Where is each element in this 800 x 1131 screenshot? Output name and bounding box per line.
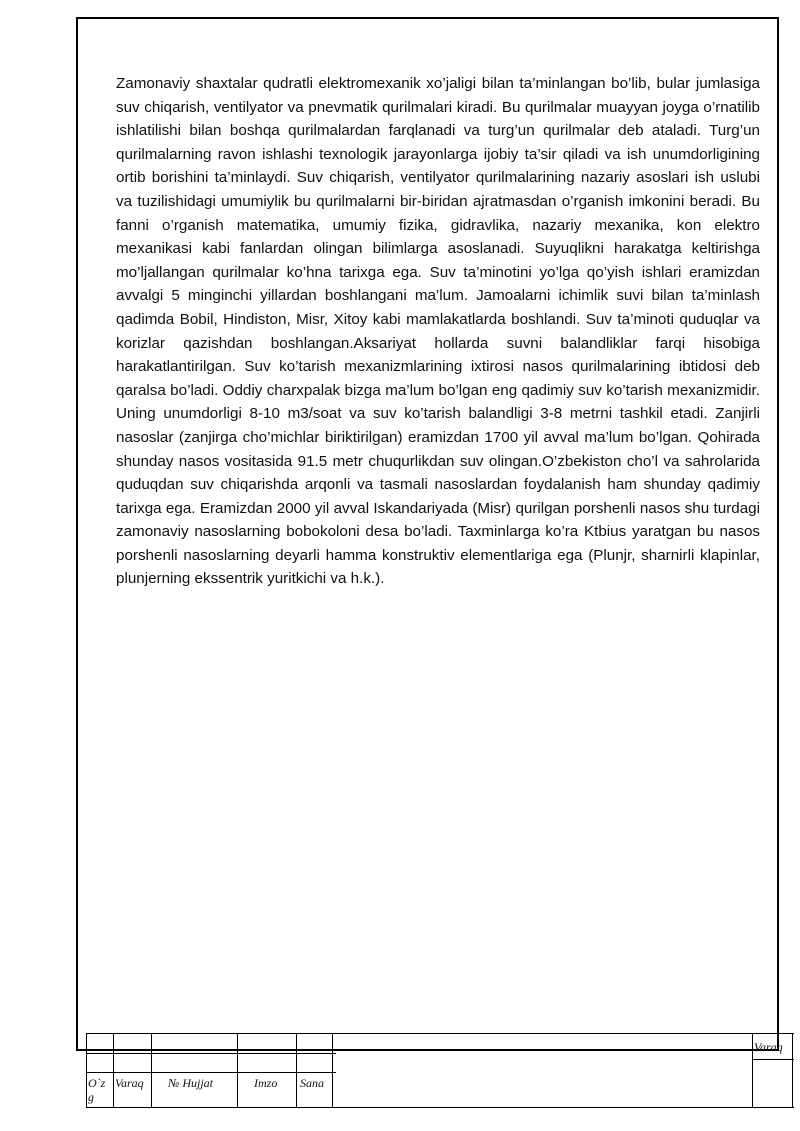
body-paragraph: Zamonaviy shaxtalar qudratli elektromexanik xo’jaligi bilan ta’minlangan bo’lib, bular jumlasiga suv chiqarish, ventilyator va pnevmatik qurilmalari kiradi. Bu qurilmalar muayyan joyga o’rnatilib ishlatilishi bilan boshqa qurilmalardan farqlanadi va turg’un qurilmalar deb ataladi. Turg’un qurilmalarning ravon ishlashi texnologik jarayonlarga ijobiy ta’sir qiladi va ish unumdorligining ortib borishini ta’minlaydi. Suv chiqarish, ventilyator qurilmalarining nazariy asoslari ish uslubi va tuzilishidagi umumiylik bu qurilmalarni bir-biridan ajratmasdan o’rganish imkonini beradi. Bu fanni o’rganish matematika, umumiy fizika, gidravlika, nazariy mexanika, kon elektro mexanikasi kabi fanlardan olingan bilimlarga asoslanadi. Suyuqlikni harakatga keltirishga mo’ljallangan qurilmalar ko’hna tarixga ega. Suv ta’minotini yo’lga qo’yish ishlari eramizdan avvalgi 5 minginchi yillardan boshlangani ma’lum. Jamoalarni ichimlik suvi bilan ta’minlash qadimda Bobil, Hindiston, Misr, Xitoy kabi mamlakatlarda boshlandi. Suv ta’minoti quduqlar va korizlar qazishdan boshlangan.Aksariyat hollarda suvni balandliklar farqi hisobiga harakatlantirilgan. Suv ko’tarish mexanizmlarining ixtirosi nasos qurilmalarining ibtidosi deb qaralsa bo’ladi. Oddiy charxpalak bizga ma’lum bo’lgan eng qadimiy suv ko’tarish mexanizmidir. Uning unumdorligi 8-10 m3/soat va suv ko’tarish balandligi 3-8 metrni tashkil etadi. Zanjirli nasoslar (zanjirga cho’michlar biriktirilgan) eramizdan 1700 yil avval ma’lum bo’lgan. Qohirada shunday nasos vositasida 91.5 metr chuqurlikdan suv olingan.O’zbekiston cho’l va sahrolarida quduqdan suv chiqarishda arqonli va tasmali nasoslardan foydalanish ham shunday qadimiy tarixga ega. Eramizdan 2000 yil avval Iskandariyada (Misr) qurilgan porshenli nasos shu turdagi zamonaviy nasoslarning bobokoloni desa bo’ladi. Taxminlarga ko’ra Ktbius yaratgan bu nasos porshenli nasoslarning deyarli hamma konstruktiv elementlariga ega (Plunjr, sharnirli klapinlar, plunjerning ekssentrik yuritkichi va h.k.). — [116, 75, 760, 588]
col-label-varaq: Varaq — [115, 1076, 144, 1090]
title-block-left-edge — [86, 1033, 87, 1107]
title-block-divider-3 — [237, 1033, 238, 1107]
title-block-sheet-line — [752, 1059, 794, 1060]
title-block-divider-5 — [332, 1033, 333, 1107]
col-label-hujjat: № Hujjat — [168, 1076, 213, 1090]
title-block-mid-line — [86, 1053, 336, 1054]
title-block — [86, 1031, 794, 1108]
title-block-row-line — [86, 1072, 336, 1073]
title-block-top-line — [86, 1033, 794, 1034]
sheet-label: Varaq — [754, 1040, 783, 1054]
title-block-sheet-divider — [752, 1033, 753, 1107]
col-label-imzo: Imzo — [254, 1076, 278, 1090]
title-block-divider-1 — [113, 1033, 114, 1107]
col-label-ozg: O`z g — [88, 1076, 106, 1104]
title-block-right-edge — [792, 1033, 793, 1107]
title-block-bottom-line — [86, 1107, 794, 1108]
col-label-sana: Sana — [300, 1076, 324, 1090]
title-block-divider-4 — [296, 1033, 297, 1107]
title-block-divider-2 — [151, 1033, 152, 1107]
